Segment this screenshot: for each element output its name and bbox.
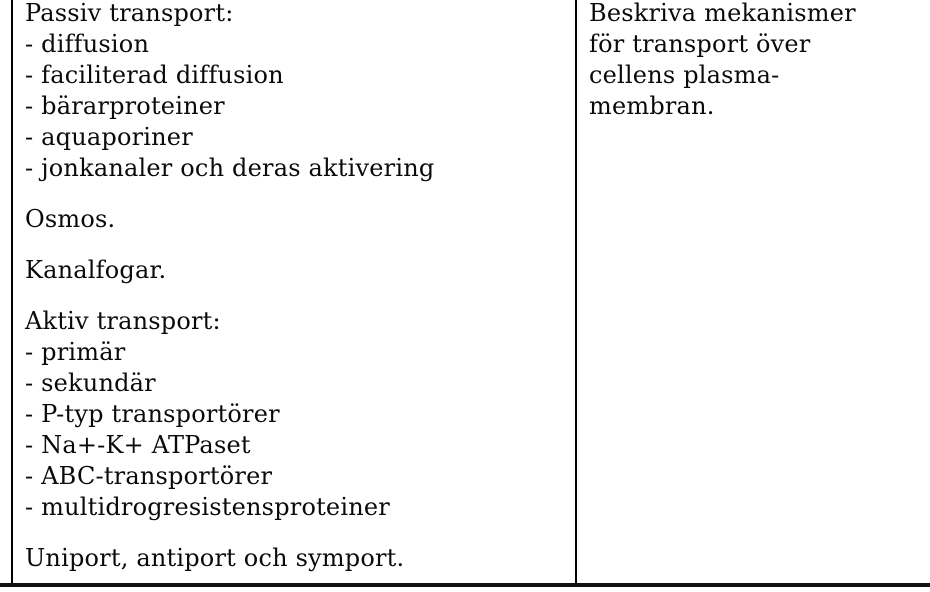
text-line: - bärarproteiner [25,92,225,120]
table-bottom-border [0,583,930,587]
text-line: - ABC-transportörer [25,462,273,490]
table-cell-content-list [25,0,563,574]
text-line: - P-typ transportörer [25,400,280,428]
text-line: - aquaporiner [25,123,193,151]
text-line: - primär [25,338,126,366]
text-line: för transport över [589,30,811,58]
text-line: Aktiv transport: [25,307,221,335]
table-column-divider [575,0,577,583]
text-line: - diffusion [25,30,150,58]
text-line: - faciliterad diffusion [25,61,284,89]
paragraph [589,0,919,122]
text-line: - sekundär [25,369,156,397]
paragraph [25,204,563,235]
paragraph [25,255,563,286]
text-line: Beskriva mekanismer [589,0,856,27]
table-left-border [11,0,13,583]
text-line: - Na+-K+ ATPaset [25,431,251,459]
text-line: membran. [589,92,715,120]
text-line: Passiv transport: [25,0,234,27]
table-cell-objective [589,0,919,122]
paragraph [25,543,563,574]
paragraph [25,306,563,523]
text-line: Uniport, antiport och symport. [25,544,405,572]
text-line: Osmos. [25,205,116,233]
paragraph [25,0,563,184]
text-line: Kanalfogar. [25,256,167,284]
text-line: - multidrogresistensproteiner [25,493,390,521]
text-line: - jonkanaler och deras aktivering [25,154,435,182]
text-line: cellens plasma- [589,61,780,89]
